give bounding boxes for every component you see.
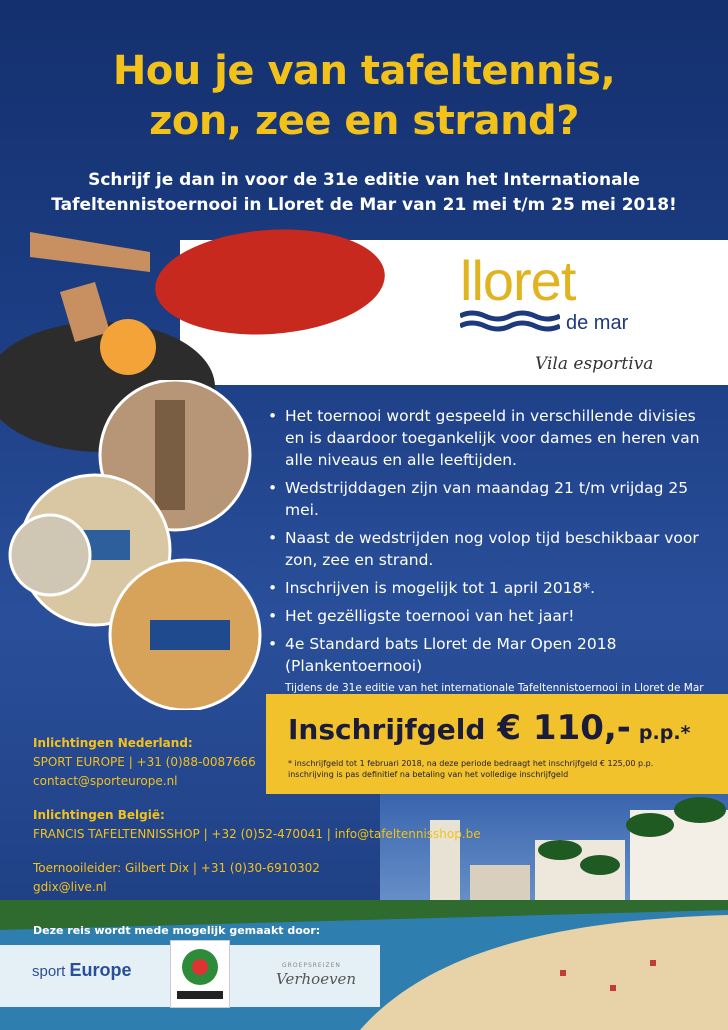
subheadline-line-2: Tafeltennistoernooi in Lloret de Mar van 21 mei t/m 25 mei 2018!: [51, 195, 677, 215]
sport-europe-prefix: sport: [32, 963, 66, 980]
lloret-tagline: Vila esportiva: [535, 354, 654, 374]
lloret-logo-word: lloret: [460, 249, 576, 312]
fee-note-line-1: * inschrijfgeld tot 1 februari 2018, na deze periode bedraagt het inschrijfgeld € 125,00 p.p.: [288, 759, 654, 768]
sport-europe-logo: [32, 960, 132, 981]
fee-line: [288, 708, 691, 748]
fee-label: Inschrijfgeld: [288, 713, 486, 746]
info-leader-line-1: Toernooileider: Gilbert Dix | +31 (0)30-6910302: [33, 861, 320, 875]
headline-line-2: zon, zee en strand?: [149, 98, 579, 144]
list-item: • Het gezëlligste toernooi van het jaar!: [268, 605, 718, 627]
francis-tafeltennisshop-logo: [170, 940, 230, 1008]
sponsors-intro: Deze reis wordt mede mogelijk gemaakt door:: [33, 924, 321, 937]
wave-icon: [460, 310, 560, 334]
verhoeven-logo-small: GROEPSREIZEN: [282, 962, 341, 969]
tournament-photos: [0, 380, 270, 710]
info-nl-heading: Inlichtingen Nederland:: [33, 736, 193, 750]
list-item: • 4e Standard bats Lloret de Mar Open 2018 (Plankentoernooi): [268, 633, 718, 677]
info-be-line-1[interactable]: FRANCIS TAFELTENNISSHOP | +32 (0)52-470041 | info@tafeltennisshop.be: [33, 827, 481, 841]
list-item: • Het toernooi wordt gespeeld in verschillende divisies en is daardoor toegankelijk voor dames en heren van alle niveaus en alle leeftijden.: [268, 405, 718, 471]
list-note: Tijdens de 31e editie van het internationale Tafeltennistoernooi in Lloret de Mar: [285, 682, 704, 694]
list-item: • Inschrijven is mogelijk tot 1 april 2018*.: [268, 577, 718, 599]
info-tournament-leader: [33, 859, 320, 897]
francis-logo-icon: [171, 941, 229, 1007]
fee-note-line-2: inschrijving is pas definitief na betaling van het volledige inschrijfgeld: [288, 770, 569, 779]
verhoeven-logo: Verhoeven: [276, 970, 357, 988]
fee-note: [288, 758, 653, 780]
fee-amount: € 110,-: [497, 708, 631, 748]
subheadline: [0, 168, 728, 218]
feature-list: [268, 405, 718, 711]
info-leader-email[interactable]: gdix@live.nl: [33, 880, 107, 894]
info-be-heading: Inlichtingen België:: [33, 808, 165, 822]
info-belgium: [33, 806, 481, 844]
info-netherlands: [33, 734, 256, 791]
list-item: • Wedstrijddagen zijn van maandag 21 t/m vrijdag 25 mei.: [268, 477, 718, 521]
lloret-logo: [460, 249, 660, 312]
headline: [0, 46, 728, 146]
sport-europe-name: Europe: [69, 960, 132, 980]
info-nl-email[interactable]: contact@sporteurope.nl: [33, 774, 178, 788]
list-item: • Naast de wedstrijden nog volop tijd beschikbaar voor zon, zee en strand.: [268, 527, 718, 571]
info-nl-line-1: SPORT EUROPE | +31 (0)88-0087666: [33, 755, 256, 769]
lloret-logo-sub: de mar: [566, 312, 629, 334]
fee-box: [266, 694, 728, 794]
headline-line-1: Hou je van tafeltennis,: [112, 48, 616, 94]
fee-per-person: p.p.*: [638, 722, 691, 744]
subheadline-line-1: Schrijf je dan in voor de 31e editie van het Internationale: [88, 170, 640, 190]
